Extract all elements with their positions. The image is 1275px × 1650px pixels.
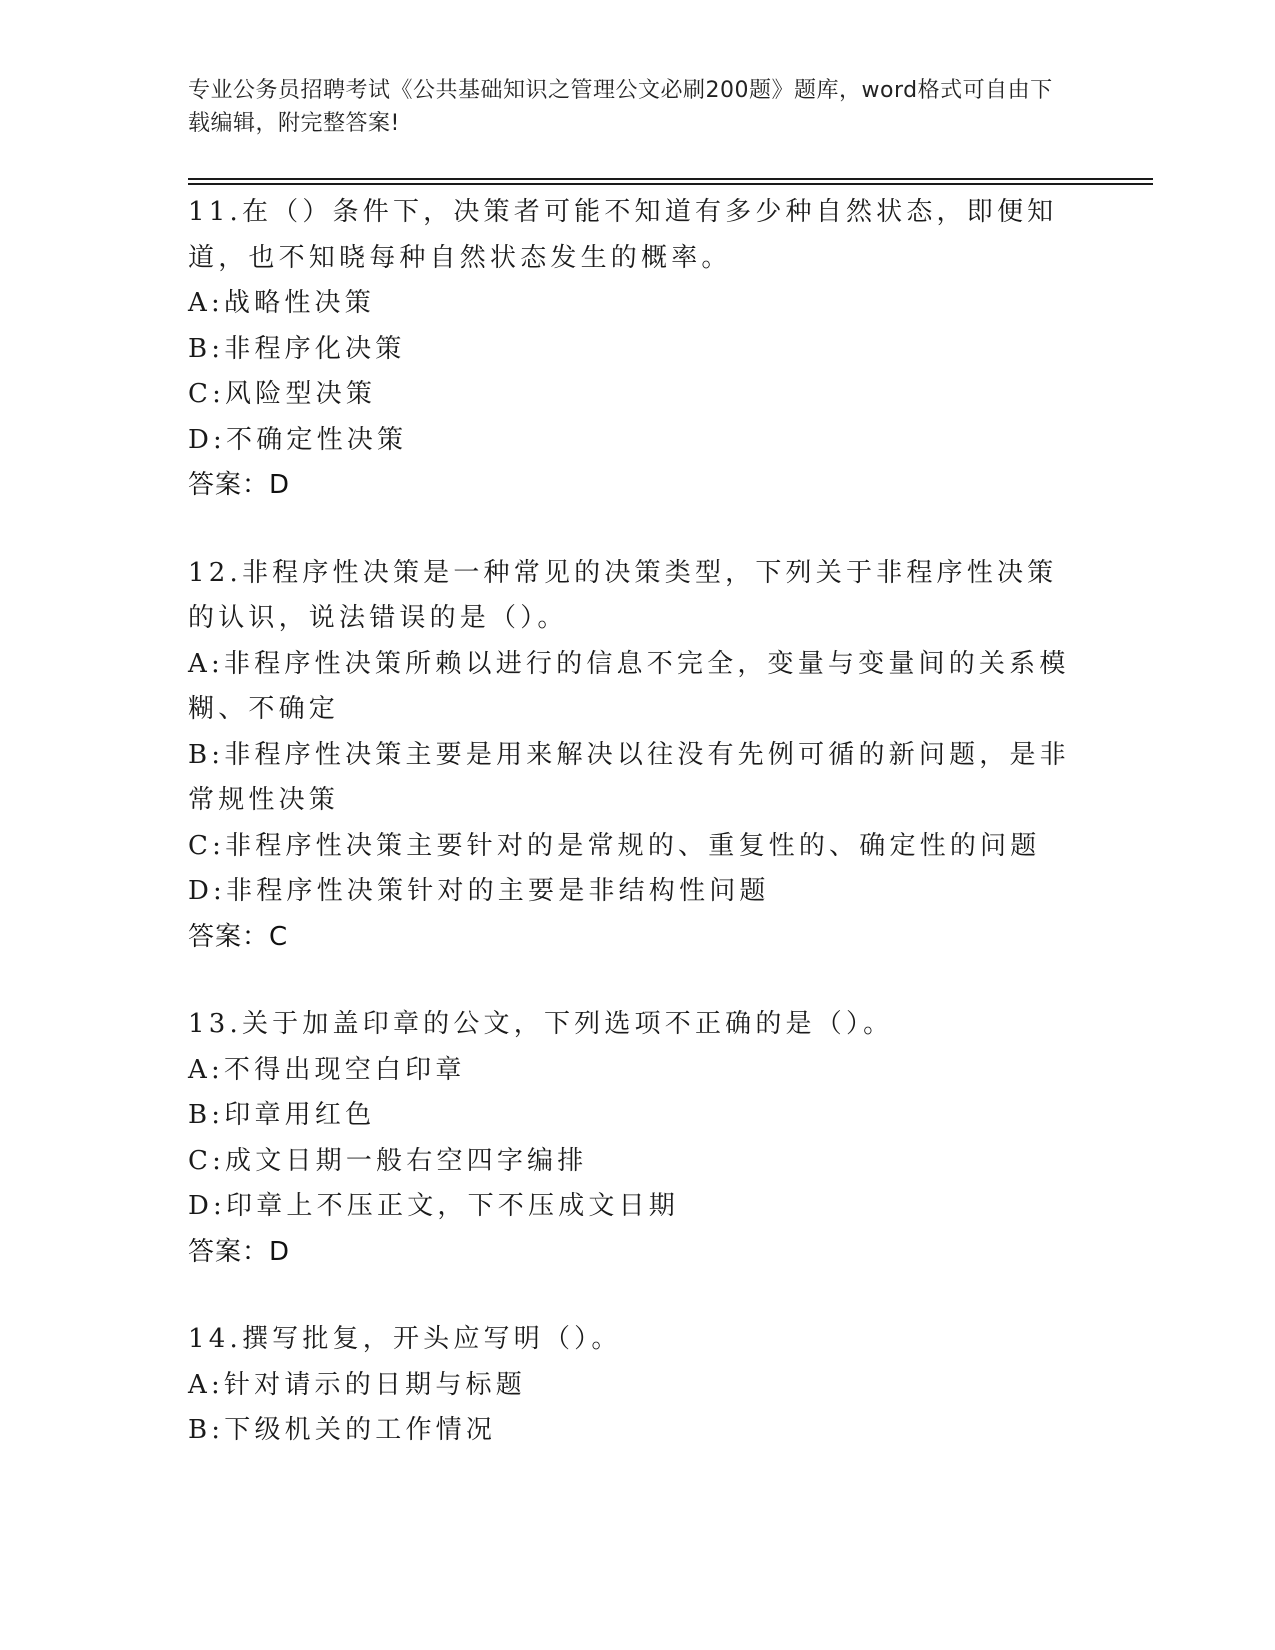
question-13 xyxy=(188,1002,1078,1275)
header-rule-top xyxy=(188,178,1153,180)
option-a: A:非程序性决策所赖以进行的信息不完全，变量与变量间的关系模糊、不确定 xyxy=(188,648,1070,724)
option-d: D:不确定性决策 xyxy=(188,424,408,455)
question-11 xyxy=(188,190,1078,509)
option-a: A:战略性决策 xyxy=(188,288,375,318)
option-d: D:非程序性决策针对的主要是非结构性问题 xyxy=(188,876,770,906)
question-list xyxy=(188,190,1078,1496)
question-12 xyxy=(188,551,1078,961)
question-stem: 12.非程序性决策是一种常见的决策类型，下列关于非程序性决策的认识，说法错误的是（）。 xyxy=(188,557,1058,633)
question-stem: 13.关于加盖印章的公文，下列选项不正确的是（）。 xyxy=(188,1009,894,1039)
option-a: A:针对请示的日期与标题 xyxy=(188,1369,526,1400)
option-a: A:不得出现空白印章 xyxy=(188,1054,466,1085)
answer-line: 答案：C xyxy=(188,921,289,952)
option-c: C:成文日期一般右空四字编排 xyxy=(188,1145,588,1176)
option-b: B:非程序化决策 xyxy=(188,333,406,364)
question-stem: 11.在（）条件下，决策者可能不知道有多少种自然状态，即便知道，也不知晓每种自然状态发生的概率。 xyxy=(188,197,1058,273)
option-b: B:非程序性决策主要是用来解决以往没有先例可循的新问题，是非常规性决策 xyxy=(188,739,1070,815)
answer-line: 答案：D xyxy=(188,1236,291,1267)
option-d: D:印章上不压正文，下不压成文日期 xyxy=(188,1191,680,1221)
document-header: 专业公务员招聘考试《公共基础知识之管理公文必刷200题》题库，word格式可自由下载编辑，附完整答案! xyxy=(188,78,1053,136)
answer-line: 答案：D xyxy=(188,470,291,500)
option-b: B:下级机关的工作情况 xyxy=(188,1415,497,1445)
question-14 xyxy=(188,1317,1078,1454)
option-c: C:风险型决策 xyxy=(188,379,377,409)
header-rule-bottom xyxy=(188,183,1153,185)
question-stem: 14.撰写批复，开头应写明（）。 xyxy=(188,1324,622,1354)
option-b: B:印章用红色 xyxy=(188,1100,376,1130)
option-c: C:非程序性决策主要针对的是常规的、重复性的、确定性的问题 xyxy=(188,830,1041,861)
